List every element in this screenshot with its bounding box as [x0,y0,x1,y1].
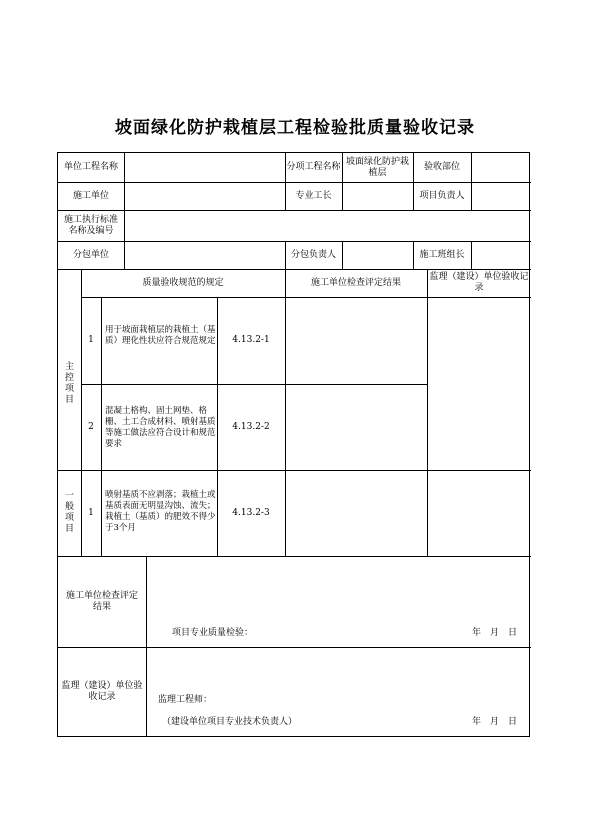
col-divider [285,269,286,556]
foreman-label: 专业工长 [295,190,332,201]
supervisor-date: 年 月 日 [472,717,518,727]
col-divider [101,297,102,556]
team-leader-label: 施工班组长 [419,249,465,260]
contractor-check-label: 施工单位检查评定结果 [65,590,138,612]
acceptance-part-label: 验收部位 [423,162,460,172]
contractor-date: 年 月 日 [472,628,518,638]
unit-project-label: 单位工程名称 [63,162,118,172]
item-requirement: 用于坡面栽植层的栽植土（基质）理化性状应符合规范规定 [105,325,216,346]
item-number: 2 [88,421,94,432]
col-divider [427,269,428,556]
owner-representative-label: （建设单位项目专业技术负责人） [162,717,298,727]
page-title: 坡面绿化防护栽植层工程检验批质量验收记录 [115,118,475,138]
item-number: 1 [88,507,94,518]
item-clause: 4.13.2-3 [232,507,270,518]
item-requirement: 喷射基质不应剥落；栽植土或基质表面无明显沟蚀、流失；栽植土（基质）的肥效不得少于3个月 [105,490,216,533]
project-manager-label: 项目负责人 [419,190,465,201]
col-divider [471,241,472,269]
contractor-result-column-header: 施工单位检查评定结果 [310,277,401,288]
spec-column-header: 质量验收规范的规定 [142,277,224,288]
acceptance-record-table [57,152,530,737]
sub-project-value: 坡面绿化防护栽植层 [345,156,409,178]
col-divider [471,153,472,210]
col-divider [124,153,125,269]
main-items-label: 主控项目 [64,361,74,405]
item-requirement: 混凝土格构、固土网垫、格栅、土工合成材料、喷射基质等施工做法应符合设计和规范要求 [105,406,216,449]
col-divider [146,556,147,736]
item-clause: 4.13.2-2 [232,421,270,432]
sub-project-label: 分项工程名称 [286,162,341,172]
quality-inspector-label: 项目专业质量检验： [172,628,254,638]
general-items-label: 一般项目 [64,491,74,534]
row-divider [58,470,531,471]
supervisor-record-column-header: 监理（建设）单位验收记录 [429,272,529,293]
supervising-engineer-label: 监理工程师： [158,695,213,705]
sub-manager-label: 分包负责人 [290,249,336,260]
item-clause: 4.13.2-1 [232,335,270,345]
row-divider [81,297,531,298]
row-divider [58,210,531,211]
subcontractor-label: 分包单位 [72,249,109,260]
col-divider [342,241,343,269]
contractor-label: 施工单位 [72,190,109,201]
supervisor-check-label: 监理（建设）单位验收记录 [61,680,143,702]
standard-label: 施工执行标准名称及编号 [63,214,118,236]
item-number: 1 [88,335,94,345]
